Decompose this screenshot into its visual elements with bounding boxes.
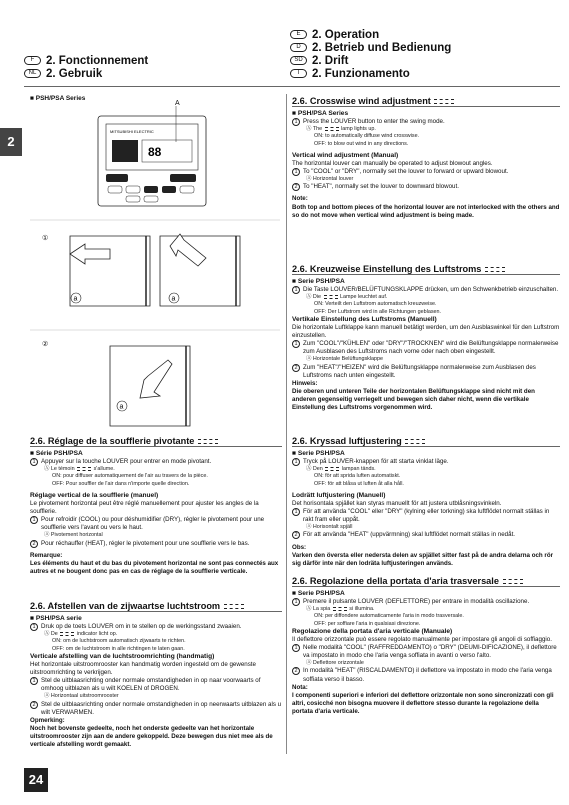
lang-badge-fr: F (24, 56, 41, 65)
de-step-1a: Ⓐ Die Lampe leuchtet auf. (306, 294, 388, 301)
it-step-1a: Ⓐ La spia si illumina. (306, 606, 375, 613)
figure-illustration (30, 106, 280, 436)
nl-step-1a: Ⓐ De indicator licht op. (44, 631, 118, 638)
section-en (292, 97, 560, 220)
sv-on: ON: för att sprida luften automatiskt. (314, 473, 401, 480)
lang-badge-en: E (290, 30, 307, 39)
sv-vert-title: Lodrätt luftjustering (Manuell) (292, 491, 386, 499)
svg-text:a: a (119, 403, 124, 411)
de-vert-title: Vertikale Einstellung des Luftstroms (Manuell) (292, 315, 437, 323)
de-v1: 1 Zum "COOL"/"KÜHLEN" oder "DRY"/"TROCKNEN" wird die Belüftungsklappe normalerweise zum Ausblasen des Luftstroms nach vorne oder nach oben eingestellt. (292, 340, 560, 356)
louver-icon (503, 579, 523, 584)
header-right (290, 28, 560, 80)
header-title-it: 2. Funzionamento (312, 67, 410, 80)
page-number: 24 (24, 768, 48, 792)
svg-text:88: 88 (148, 145, 162, 159)
de-note: Die oberen und unteren Teile der horizontalen Belüftungsklappe sind nicht mit den anderen gegenseitig verriegelt und bewegen sich daher nicht, wenn die vertikale Einstellung des Luftstroms vorgenommen wird. (292, 387, 535, 412)
it-note-head: Nota: (292, 683, 308, 691)
en-v1a: ⓐ Horizontal louver (306, 176, 354, 183)
louver-icon (198, 439, 218, 444)
fr-note-head: Remarque: (30, 551, 63, 559)
en-step-1a: Ⓐ The lamp lights up. (306, 126, 376, 133)
header-left (24, 54, 284, 80)
section-title-sv: 2.6. Kryssad luftjustering (292, 437, 560, 447)
de-note-head: Hinweis: (292, 379, 318, 387)
de-step-1: 1 Die Taste LOUVER/BELÜFTUNGSKLAPPE drücken, um den Schwenkbetrieb einzuschalten. (292, 286, 560, 294)
en-note-head: Note: (292, 195, 308, 203)
fr-v2: 2 Pour réchauffer (HEAT), régler le pivotement pour une soufflerie vers le bas. (30, 540, 282, 548)
section-title-fr: 2.6. Réglage de la soufflerie pivotante (30, 437, 282, 447)
section-title-de: 2.6. Kreuzweise Einstellung des Luftstroms (292, 265, 560, 275)
figure-label-1: ① (42, 235, 49, 242)
louver-icon (333, 607, 347, 611)
sv-vert-intro: Det horisontala spjället kan styras manuellt för att justera utblåsningsvinkeln. (292, 499, 502, 507)
series-de: ■ Serie PSH/PSA (292, 278, 345, 286)
section-de (292, 265, 560, 412)
fr-v1: 1 Pour refroidir (COOL) ou pour déshumidifier (DRY), régler le pivotement pour une soufflerie vers l'avant ou vers le haut. (30, 516, 282, 532)
nl-note: Noch het bovenste gedeelte, noch het onderste gedeelte van het horizontale uitstroomrooster zijn aan de andere gekoppeld. Deze bewegen dus niet mee als de verticale afstelling wordt gemaakt. (30, 724, 273, 749)
header-line-sv (290, 54, 560, 67)
fr-vert-title: Réglage vertical de la soufflerie (manuel) (30, 491, 159, 499)
de-v1a: ⓐ Horizontale Belüftungsklappe (306, 356, 384, 363)
nl-vert-intro: Het horizontale uitstroomrooster kan handmatig worden ingesteld om de gewenste uitstroomrichting te verkrijgen. (30, 660, 256, 677)
it-v1: 1 Nelle modalità "COOL" (RAFFREDDAMENTO) o "DRY" (DEUMI-DIFICAZIONE), il deflettore va impostato in modo che l'aria venga soffiata in avanti o verso l'alto. (292, 644, 560, 660)
nl-vert-title: Verticale afstelling van de luchtstroomrichting (handmatig) (30, 652, 215, 660)
sv-off: OFF: för att blåsa ut luften åt alla håll. (314, 480, 404, 487)
it-vert-intro: Il deflettore orizzontale può essere regolato manualmente per impostare gli angoli di soffiaggio. (292, 635, 552, 643)
section-sv (292, 437, 560, 568)
en-v2: 2 To "HEAT", normally set the louver to downward blowout. (292, 183, 560, 191)
louver-icon (485, 267, 505, 272)
nl-v1a: ⓐ Horizontaal uitstroomrooster (44, 693, 119, 700)
remote-brand: MITSUBISHI ELECTRIC (110, 129, 154, 134)
header-line-fr (24, 54, 284, 67)
sv-v2: 2 För att använda "HEAT" (uppvärmning) skal luftflödet normalt ställas in nedåt. (292, 531, 560, 539)
louver-icon (325, 127, 339, 131)
figure-label-2: ② (42, 341, 49, 348)
it-v1a: ⓐ Deflettore orizzontale (306, 660, 364, 667)
fr-v1a: ⓐ Pivotement horizontal (44, 532, 103, 539)
series-nl: ■ PSH/PSA serie (30, 615, 82, 623)
fr-step-1: 1 Appuyer sur la touche LOUVER pour entrer en mode pivotant. (30, 458, 282, 466)
sv-note-head: Obs: (292, 543, 307, 551)
sv-v1: 1 För att använda "COOL" eller "DRY" (kylning eller torkning) ska luftflödet normalt ställas in rakt fram eller uppåt. (292, 508, 560, 524)
section-fr (30, 437, 282, 576)
header-line-it (290, 67, 560, 80)
en-off: OFF: to blow out wind in any directions. (314, 140, 409, 147)
sv-note: Varken den översta eller nedersta delen av spjället sitter fast på de andra delarna och rör sig därför inte när den lodräta luftjusteringen används. (292, 551, 554, 567)
it-vert-title: Regolazione della portata d'aria verticale (Manuale) (292, 627, 453, 635)
nl-v2: 2 Stel de uitblaasrichting onder normale omstandigheden in op neerwaarts uitblazen als u wilt VERWARMEN. (30, 701, 282, 717)
fr-on: ON: pour diffuser automatiquement de l'air au travers de la pièce. (52, 473, 208, 480)
series-fr: ■ Série PSH/PSA (30, 450, 83, 458)
fr-off: OFF: Pour souffler de l'air dans n'importe quelle direction. (52, 480, 190, 487)
nl-v1: 1 Stel de uitblaasrichting onder normale omstandigheden in op naar voorwaarts of omhoog uitblazen als u wilt KOELEN of DROGEN. (30, 677, 282, 693)
en-on: ON: to automatically diffuse wind crosswise. (314, 133, 420, 140)
header-title-nl: 2. Gebruik (46, 67, 103, 80)
louver-icon (60, 632, 74, 636)
lang-badge-nl: NL (24, 69, 41, 78)
section-title-en: 2.6. Crosswise wind adjustment (292, 97, 560, 107)
de-vert-intro: Die horizontale Luftklappe kann manuell betätigt werden, um den Ausblaswinkel für den Luftstrom einzustellen. (292, 323, 560, 340)
sv-v1a: ⓐ Horisontalt spjäll (306, 524, 353, 531)
lang-badge-sv: SD (290, 56, 307, 65)
fr-vert-intro: Le pivotement horizontal peut être réglé manuellement pour ajuster les angles de la soufflerie. (30, 499, 259, 516)
column-divider (286, 94, 287, 754)
it-off: OFF: per soffiare l'aria in qualsiasi direzione. (314, 620, 421, 627)
series-sv: ■ Serie PSH/PSA (292, 450, 345, 458)
de-on: ON: Verteilt den Luftstrom automatisch kreuzweise. (314, 301, 437, 308)
lang-badge-it: I (290, 69, 307, 78)
fr-note: Les éléments du haut et du bas du pivotement horizontal ne sont pas connectés aux autres et ne bougent donc pas en cas de réglage de la soufflerie verticale. (30, 559, 279, 575)
en-note: Both top and bottom pieces of the horizontal louver are not interlocked with the others and so do not move when vertical wind adjustment is being made. (292, 203, 560, 219)
series-en: ■ PSH/PSA Series (292, 110, 349, 118)
sv-step-1a: Ⓐ Den lampan tänds. (306, 466, 376, 473)
it-note: I componenti superiori e inferiori del deflettore orizzontale non sono sincronizzati con gli altri, cosicché non bisogna muovere il deflettore stesso durante la regolazione della portata d'aria verticale. (292, 691, 554, 715)
lang-badge-de: D (290, 43, 307, 52)
louver-icon (224, 604, 244, 609)
en-vert-intro: The horizontal louver can manually be operated to adjust blowout angles. (292, 159, 493, 167)
figure-series-label: ■ PSH/PSA Series (30, 95, 86, 102)
svg-text:a: a (73, 295, 78, 303)
header-title-sv: 2. Drift (312, 54, 349, 67)
header-title-de: 2. Betrieb und Bedienung (312, 41, 452, 54)
svg-text:a: a (171, 295, 176, 303)
en-v1: 1 To "COOL" or "DRY", normally set the louver to forward or upward blowout. (292, 168, 560, 176)
section-nl (30, 602, 282, 749)
louver-icon (405, 439, 425, 444)
en-vert-title: Vertical wind adjustment (Manual) (292, 151, 399, 159)
nl-step-1: 1 Druk op de toets LOUVER om in te stellen op de werkingsstand zwaaien. (30, 623, 282, 631)
series-it: ■ Serie PSH/PSA (292, 590, 345, 598)
figure-callout-a: A (175, 100, 180, 107)
it-step-1: 1 Premere il pulsante LOUVER (DEFLETTORE) per entrare in modalità oscillazione. (292, 598, 560, 606)
section-it (292, 577, 560, 716)
nl-on: ON: om de luchtstroom automatisch zijwaarts te richten. (52, 638, 186, 645)
header-rule (24, 86, 560, 87)
louver-icon (77, 467, 91, 471)
it-v2: 2 In modalità "HEAT" (RISCALDAMENTO) il deflettore va impostato in modo che l'aria venga soffiata verso il basso. (292, 667, 560, 683)
de-off: OFF: Der Luftstrom wird in alle Richtungen geblasen. (314, 308, 442, 315)
louver-icon (324, 295, 338, 299)
section-title-nl: 2.6. Afstellen van de zijwaartse luchtstroom (30, 602, 282, 612)
header-title-fr: 2. Fonctionnement (46, 54, 149, 67)
chapter-tab: 2 (0, 128, 22, 156)
header-line-nl (24, 67, 284, 80)
it-on: ON: per diffondere automaticamente l'aria in modo trasversale. (314, 613, 464, 620)
louver-icon (325, 467, 339, 471)
fr-step-1a: Ⓐ Le témoin s'allume. (44, 466, 115, 473)
figure-area (30, 95, 280, 103)
de-v2: 2 Zum "HEAT"/"HEIZEN" wird die Belüftungsklappe normalerweise zum Ausblasen des Luftstroms nach unten eingestellt. (292, 364, 560, 380)
en-step-1: 1 Press the LOUVER button to enter the swing mode. (292, 118, 560, 126)
section-title-it: 2.6. Regolazione della portata d'aria trasversale (292, 577, 560, 587)
header-title-en: 2. Operation (312, 28, 380, 41)
header-line-de (290, 41, 560, 54)
sv-step-1: 1 Tryck på LOUVER-knappen för att starta vinklat läge. (292, 458, 560, 466)
louver-icon (434, 99, 454, 104)
nl-note-head: Opmerking: (30, 716, 65, 724)
header-line-en (290, 28, 560, 41)
nl-off: OFF: om de luchtstroom in alle richtingen te laten gaan. (52, 645, 185, 652)
